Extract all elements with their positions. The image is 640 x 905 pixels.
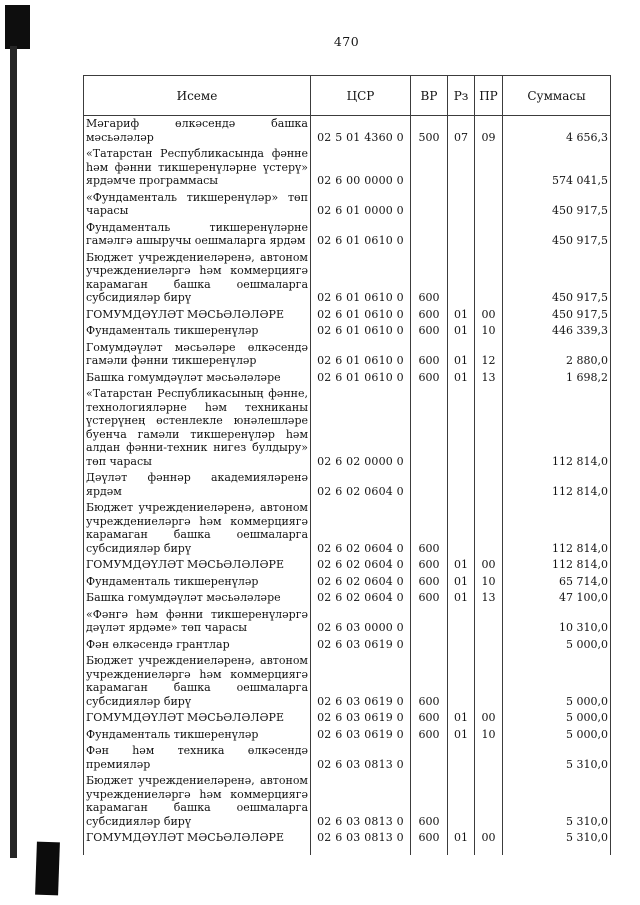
row-name-cell: Фундаменталь тикшеренүләрне гамәлгә ашыручы оешмаларга ярдәм bbox=[84, 220, 311, 250]
table-row bbox=[84, 637, 611, 654]
row-pr-cell bbox=[475, 607, 503, 637]
row-pr-cell bbox=[475, 653, 503, 710]
row-vr-cell: 600 bbox=[411, 557, 448, 574]
spacer-cell bbox=[503, 847, 611, 855]
row-vr-cell: 600 bbox=[411, 590, 448, 607]
row-vr-cell: 600 bbox=[411, 574, 448, 591]
row-sum-cell: 5 310,0 bbox=[503, 773, 611, 830]
row-name-cell: Бюджет учреждениеләренә, автоном учреждениеләргә һәм коммерциягә карамаган башка оешмаларга субсидияләр бирү bbox=[84, 773, 311, 830]
scan-artifact-left-strip bbox=[10, 46, 17, 858]
row-vr-cell bbox=[411, 220, 448, 250]
row-name-cell: Фундаменталь тикшеренүләр bbox=[84, 727, 311, 744]
table-row bbox=[84, 607, 611, 637]
row-rz-cell bbox=[448, 743, 475, 773]
table-row bbox=[84, 773, 611, 830]
table-bottom-spacer bbox=[84, 847, 611, 855]
row-csr-cell: 02 6 01 0610 0 bbox=[311, 370, 411, 387]
row-sum-cell: 2 880,0 bbox=[503, 340, 611, 370]
row-rz-cell bbox=[448, 146, 475, 190]
row-csr-cell: 02 6 02 0604 0 bbox=[311, 574, 411, 591]
row-csr-cell: 02 6 02 0604 0 bbox=[311, 500, 411, 557]
header-rz: Рз bbox=[448, 76, 475, 116]
row-sum-cell: 574 041,5 bbox=[503, 146, 611, 190]
row-vr-cell: 600 bbox=[411, 727, 448, 744]
row-csr-cell: 02 6 02 0604 0 bbox=[311, 590, 411, 607]
row-rz-cell: 01 bbox=[448, 574, 475, 591]
table-row bbox=[84, 653, 611, 710]
row-csr-cell: 02 6 01 0610 0 bbox=[311, 323, 411, 340]
row-pr-cell: 10 bbox=[475, 727, 503, 744]
row-csr-cell: 02 6 02 0604 0 bbox=[311, 470, 411, 500]
spacer-cell bbox=[475, 847, 503, 855]
spacer-cell bbox=[411, 847, 448, 855]
row-csr-cell: 02 6 03 0619 0 bbox=[311, 637, 411, 654]
row-pr-cell: 13 bbox=[475, 370, 503, 387]
row-rz-cell bbox=[448, 250, 475, 307]
row-pr-cell: 10 bbox=[475, 574, 503, 591]
row-rz-cell: 01 bbox=[448, 727, 475, 744]
row-name-cell: Фундаменталь тикшеренүләр bbox=[84, 323, 311, 340]
row-sum-cell: 5 000,0 bbox=[503, 727, 611, 744]
row-pr-cell bbox=[475, 250, 503, 307]
row-sum-cell: 450 917,5 bbox=[503, 190, 611, 220]
row-name-cell: Фән өлкәсендә грантлар bbox=[84, 637, 311, 654]
table-row bbox=[84, 710, 611, 727]
row-sum-cell: 112 814,0 bbox=[503, 386, 611, 470]
row-name-cell: Бюджет учреждениеләренә, автоном учреждениеләргә һәм коммерциягә карамаган башка оешмаларга субсидияләр бирү bbox=[84, 500, 311, 557]
row-vr-cell bbox=[411, 386, 448, 470]
row-rz-cell bbox=[448, 220, 475, 250]
row-pr-cell: 13 bbox=[475, 590, 503, 607]
row-rz-cell bbox=[448, 190, 475, 220]
row-rz-cell bbox=[448, 637, 475, 654]
row-rz-cell: 01 bbox=[448, 340, 475, 370]
row-sum-cell: 1 698,2 bbox=[503, 370, 611, 387]
row-rz-cell: 01 bbox=[448, 323, 475, 340]
row-rz-cell: 01 bbox=[448, 307, 475, 324]
row-pr-cell: 12 bbox=[475, 340, 503, 370]
row-pr-cell bbox=[475, 743, 503, 773]
row-csr-cell: 02 6 01 0610 0 bbox=[311, 220, 411, 250]
row-name-cell: Гомумдәүләт мәсьәләре өлкәсендә гамәли фәнни тикшеренүләр bbox=[84, 340, 311, 370]
row-rz-cell bbox=[448, 653, 475, 710]
row-pr-cell bbox=[475, 190, 503, 220]
row-vr-cell: 600 bbox=[411, 653, 448, 710]
row-rz-cell: 01 bbox=[448, 590, 475, 607]
row-sum-cell: 47 100,0 bbox=[503, 590, 611, 607]
row-csr-cell: 02 5 01 4360 0 bbox=[311, 116, 411, 147]
table-row bbox=[84, 116, 611, 147]
row-rz-cell: 01 bbox=[448, 557, 475, 574]
row-name-cell: Дәүләт фәннәр академияләренә ярдәм bbox=[84, 470, 311, 500]
table-row bbox=[84, 727, 611, 744]
row-name-cell: Бюджет учреждениеләренә, автоном учреждениеләргә һәм коммерциягә карамаган башка оешмаларга субсидияләр бирү bbox=[84, 653, 311, 710]
row-name-cell: Фән һәм техника өлкәсендә премияләр bbox=[84, 743, 311, 773]
table-row bbox=[84, 500, 611, 557]
table-row bbox=[84, 323, 611, 340]
row-rz-cell bbox=[448, 470, 475, 500]
row-name-cell: Башка гомумдәүләт мәсьәләләре bbox=[84, 370, 311, 387]
row-sum-cell: 112 814,0 bbox=[503, 557, 611, 574]
header-vr: ВР bbox=[411, 76, 448, 116]
table-row bbox=[84, 386, 611, 470]
table-header-row bbox=[84, 76, 611, 116]
row-pr-cell bbox=[475, 773, 503, 830]
table-row bbox=[84, 307, 611, 324]
header-name: Исеме bbox=[84, 76, 311, 116]
row-vr-cell: 600 bbox=[411, 710, 448, 727]
row-name-cell: Фундаменталь тикшеренүләр bbox=[84, 574, 311, 591]
row-sum-cell: 5 000,0 bbox=[503, 653, 611, 710]
row-csr-cell: 02 6 03 0813 0 bbox=[311, 830, 411, 847]
row-name-cell: «Татарстан Республикасының фәнне, технологияләрне һәм техниканы үстерүнең өстенлекле юнәлешләре буенча гамәли тикшеренүләр һәм алдан фәнни-техник нигез булдыру» төп чарасы bbox=[84, 386, 311, 470]
scan-artifact-bottom-left bbox=[35, 842, 60, 896]
table-row bbox=[84, 590, 611, 607]
row-vr-cell bbox=[411, 637, 448, 654]
row-name-cell: ГОМУМДӘҮЛӘТ МӘСЬӘЛӘЛӘРЕ bbox=[84, 830, 311, 847]
row-csr-cell: 02 6 01 0610 0 bbox=[311, 250, 411, 307]
header-sum: Суммасы bbox=[503, 76, 611, 116]
table-row bbox=[84, 220, 611, 250]
header-csr: ЦСР bbox=[311, 76, 411, 116]
table-row bbox=[84, 340, 611, 370]
row-sum-cell: 450 917,5 bbox=[503, 307, 611, 324]
row-name-cell: ГОМУМДӘҮЛӘТ МӘСЬӘЛӘЛӘРЕ bbox=[84, 307, 311, 324]
header-pr: ПР bbox=[475, 76, 503, 116]
row-rz-cell: 01 bbox=[448, 370, 475, 387]
row-sum-cell: 112 814,0 bbox=[503, 500, 611, 557]
row-csr-cell: 02 6 01 0610 0 bbox=[311, 307, 411, 324]
table-body bbox=[84, 116, 611, 847]
row-csr-cell: 02 6 03 0813 0 bbox=[311, 743, 411, 773]
page-number: 470 bbox=[333, 34, 360, 49]
row-name-cell: Бюджет учреждениеләренә, автоном учреждениеләргә һәм коммерциягә карамаган башка оешмаларга субсидияләр бирү bbox=[84, 250, 311, 307]
table-row bbox=[84, 370, 611, 387]
row-sum-cell: 112 814,0 bbox=[503, 470, 611, 500]
row-sum-cell: 446 339,3 bbox=[503, 323, 611, 340]
table-row bbox=[84, 743, 611, 773]
spacer-cell bbox=[311, 847, 411, 855]
table-row bbox=[84, 250, 611, 307]
row-csr-cell: 02 6 03 0813 0 bbox=[311, 773, 411, 830]
row-csr-cell: 02 6 01 0000 0 bbox=[311, 190, 411, 220]
row-vr-cell: 600 bbox=[411, 250, 448, 307]
row-vr-cell: 600 bbox=[411, 830, 448, 847]
row-pr-cell bbox=[475, 386, 503, 470]
row-name-cell: ГОМУМДӘҮЛӘТ МӘСЬӘЛӘЛӘРЕ bbox=[84, 557, 311, 574]
budget-table-container bbox=[83, 75, 611, 855]
table-row bbox=[84, 830, 611, 847]
row-pr-cell: 00 bbox=[475, 307, 503, 324]
row-rz-cell: 01 bbox=[448, 830, 475, 847]
table-row bbox=[84, 146, 611, 190]
table-row bbox=[84, 190, 611, 220]
row-pr-cell: 00 bbox=[475, 830, 503, 847]
table-row bbox=[84, 574, 611, 591]
row-csr-cell: 02 6 03 0000 0 bbox=[311, 607, 411, 637]
row-pr-cell: 00 bbox=[475, 557, 503, 574]
table-header bbox=[84, 76, 611, 116]
row-sum-cell: 450 917,5 bbox=[503, 250, 611, 307]
row-vr-cell: 600 bbox=[411, 370, 448, 387]
row-csr-cell: 02 6 03 0619 0 bbox=[311, 653, 411, 710]
spacer-cell bbox=[84, 847, 311, 855]
row-csr-cell: 02 6 01 0610 0 bbox=[311, 340, 411, 370]
row-rz-cell bbox=[448, 773, 475, 830]
row-name-cell: Мәгариф өлкәсендә башка мәсьәләләр bbox=[84, 116, 311, 147]
row-pr-cell: 00 bbox=[475, 710, 503, 727]
row-vr-cell bbox=[411, 743, 448, 773]
row-name-cell: «Татарстан Республикасында фәнне һәм фәнни тикшеренүләрне үстерү» ярдәмче программасы bbox=[84, 146, 311, 190]
row-sum-cell: 450 917,5 bbox=[503, 220, 611, 250]
scan-artifact-top-left bbox=[5, 5, 30, 49]
row-csr-cell: 02 6 03 0619 0 bbox=[311, 727, 411, 744]
row-pr-cell: 10 bbox=[475, 323, 503, 340]
row-pr-cell bbox=[475, 220, 503, 250]
row-csr-cell: 02 6 02 0604 0 bbox=[311, 557, 411, 574]
row-pr-cell bbox=[475, 470, 503, 500]
row-csr-cell: 02 6 00 0000 0 bbox=[311, 146, 411, 190]
row-pr-cell: 09 bbox=[475, 116, 503, 147]
row-name-cell: ГОМУМДӘҮЛӘТ МӘСЬӘЛӘЛӘРЕ bbox=[84, 710, 311, 727]
row-vr-cell: 600 bbox=[411, 500, 448, 557]
row-sum-cell: 10 310,0 bbox=[503, 607, 611, 637]
spacer-cell bbox=[448, 847, 475, 855]
row-csr-cell: 02 6 03 0619 0 bbox=[311, 710, 411, 727]
row-vr-cell bbox=[411, 607, 448, 637]
row-vr-cell bbox=[411, 146, 448, 190]
row-sum-cell: 5 310,0 bbox=[503, 743, 611, 773]
row-vr-cell: 500 bbox=[411, 116, 448, 147]
row-csr-cell: 02 6 02 0000 0 bbox=[311, 386, 411, 470]
row-pr-cell bbox=[475, 146, 503, 190]
row-pr-cell bbox=[475, 637, 503, 654]
row-vr-cell bbox=[411, 190, 448, 220]
row-sum-cell: 5 310,0 bbox=[503, 830, 611, 847]
table-row bbox=[84, 557, 611, 574]
row-sum-cell: 65 714,0 bbox=[503, 574, 611, 591]
row-vr-cell: 600 bbox=[411, 307, 448, 324]
table-footer-space bbox=[84, 847, 611, 855]
table-row bbox=[84, 470, 611, 500]
row-name-cell: «Фундаменталь тикшеренүләр» төп чарасы bbox=[84, 190, 311, 220]
row-rz-cell bbox=[448, 500, 475, 557]
row-name-cell: «Фәнгә һәм фәнни тикшеренүләргә дәүләт ярдәме» төп чарасы bbox=[84, 607, 311, 637]
row-sum-cell: 5 000,0 bbox=[503, 710, 611, 727]
row-name-cell: Башка гомумдәүләт мәсьәләләре bbox=[84, 590, 311, 607]
row-vr-cell bbox=[411, 470, 448, 500]
row-sum-cell: 5 000,0 bbox=[503, 637, 611, 654]
row-pr-cell bbox=[475, 500, 503, 557]
row-rz-cell bbox=[448, 386, 475, 470]
row-vr-cell: 600 bbox=[411, 773, 448, 830]
row-rz-cell bbox=[448, 607, 475, 637]
budget-table bbox=[83, 75, 611, 855]
row-sum-cell: 4 656,3 bbox=[503, 116, 611, 147]
row-vr-cell: 600 bbox=[411, 323, 448, 340]
row-vr-cell: 600 bbox=[411, 340, 448, 370]
row-rz-cell: 07 bbox=[448, 116, 475, 147]
row-rz-cell: 01 bbox=[448, 710, 475, 727]
